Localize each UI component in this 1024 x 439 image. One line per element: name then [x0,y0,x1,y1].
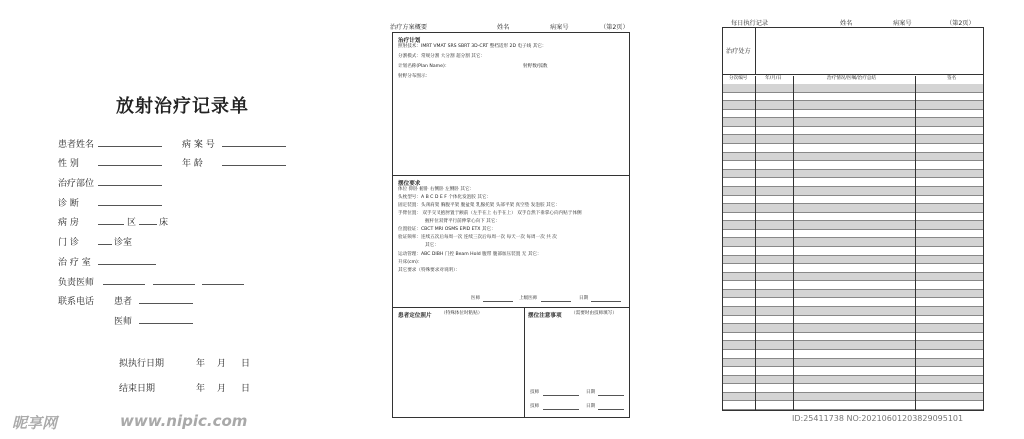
label-end-year: 年 [196,384,206,394]
label-age: 年 龄 [182,159,203,169]
table-row[interactable] [723,230,983,239]
pos-line-9: 运动管理：ABC DIBH 门控 Beam Hold 腹带 腹部加压装置 无 其它： [398,252,542,257]
table-row[interactable] [723,333,983,342]
col-sign: 签名 [947,76,957,81]
table-row[interactable] [723,221,983,230]
sign-tech-2: 技师 [530,404,540,409]
pos-line-1: 体位 仰卧 俯卧 右侧卧 左侧卧 其它： [398,187,475,192]
col-notes: 治疗情况/医嘱/治疗总结 [827,76,877,81]
label-contact: 联系电话 [58,297,95,307]
record-table-header [723,76,983,84]
label-clinic: 门 诊 [58,238,79,248]
label-planned-month: 月 [217,359,227,369]
divider-position [393,175,629,176]
col-line-3 [915,76,916,410]
table-row[interactable] [723,401,983,410]
label-contact-doctor: 医师 [114,317,133,327]
record-header-page: （第2页） [946,20,975,27]
pos-line-5: 握杆位双臂平行前伸掌心向下 其它： [425,219,500,224]
record-header-case: 病案号 [893,20,912,27]
sign-tech-1: 技师 [530,390,540,395]
field-clinic[interactable] [98,244,112,245]
watermark-url: www.nipic.com [120,412,248,430]
table-row[interactable] [723,144,983,153]
field-doctor-3[interactable] [202,284,244,285]
table-row[interactable] [723,161,983,170]
label-clinic-room: 诊室 [114,238,133,248]
field-doctor-2[interactable] [153,284,195,285]
col-date: 年/月/日 [765,76,782,81]
photo-note: （特殊体位时粘贴） [441,311,483,316]
sign-tech-1-line[interactable] [543,395,579,396]
rx-divider [755,28,756,74]
label-case-no: 病 案 号 [182,140,215,150]
table-row[interactable] [723,367,983,376]
table-row[interactable] [723,135,983,144]
record-table-body [723,84,983,410]
record-header-title: 每日执行记录 [731,20,769,27]
plan-header-title: 治疗方案概要 [390,24,428,31]
table-row[interactable] [723,101,983,110]
label-planned-year: 年 [196,359,206,369]
sign-date: 日期 [579,296,589,301]
table-row[interactable] [723,384,983,393]
table-row[interactable] [723,118,983,127]
notice-note: （需要时由技师填写） [571,311,617,316]
sign-physician: 医师 [471,296,481,301]
cover-title: 放射治疗记录单 [116,96,249,117]
sign-tech-2-line[interactable] [543,409,579,410]
field-site[interactable] [98,185,162,186]
plan-beam-diagram: 射野分布图示： [398,74,431,79]
rx-bottom [723,74,983,75]
label-gender: 性 别 [58,159,79,169]
sign-date-3: 日期 [586,404,596,409]
pos-line-2: 头枕型号：A B C D E F 个体化发泡胶 其它： [398,195,492,200]
table-row[interactable] [723,350,983,359]
plan-header-name: 姓名 [497,24,510,31]
sign-physician-line[interactable] [483,301,513,302]
photo-title: 患者定位照片 [398,313,432,319]
label-ward: 病 房 [58,218,79,228]
label-planned-day: 日 [241,359,251,369]
table-row[interactable] [723,93,983,102]
sign-senior-line[interactable] [541,301,571,302]
label-diagnosis: 诊 断 [58,199,79,209]
plan-name: 计划名称(Plan Name)： [398,64,450,69]
sign-date-line[interactable] [591,301,621,302]
section-positioning: 摆位要求 [398,181,421,187]
label-contact-patient: 患者 [114,297,133,307]
label-treat-room: 治 疗 室 [58,258,91,268]
pos-line-4: 手臂位置： 双手交叉抱肘置于额前（左手在上 右手在上） 双手自然下垂掌心向内贴于体侧 [398,211,582,216]
label-end-date: 结束日期 [119,384,156,394]
plan-header-page: （第2页） [600,24,629,31]
field-gender[interactable] [98,165,162,166]
table-row[interactable] [723,341,983,350]
pos-line-3: 固定装置：头颈肩架 胸腹平架 腹盆架 乳腺托架 头部平架 真空垫 发泡胶 其它： [398,203,560,208]
sign-date-2: 日期 [586,390,596,395]
label-end-day: 日 [241,384,251,394]
record-page [722,27,984,411]
field-patient-name[interactable] [98,146,162,147]
label-end-month: 月 [217,384,227,394]
divider-photo-notice [524,307,525,417]
label-planned-date: 拟执行日期 [119,359,165,369]
plan-technique: 照射技术：IMRT VMAT SRS SBRT 3D-CRT 整档适形 2D 电子线 其它： [398,44,547,49]
table-row[interactable] [723,204,983,213]
field-ward[interactable] [98,224,124,225]
label-patient-name: 患者姓名 [58,140,95,150]
label-ward-bed: 床 [159,218,169,228]
table-row[interactable] [723,153,983,162]
table-row[interactable] [723,187,983,196]
table-row[interactable] [723,264,983,273]
field-doctor-1[interactable] [103,284,145,285]
label-site: 治疗部位 [58,179,95,189]
table-row[interactable] [723,196,983,205]
table-row[interactable] [723,213,983,222]
field-treat-room[interactable] [98,264,156,265]
watermark-logo: 昵享网 [12,414,58,432]
table-row[interactable] [723,84,983,93]
table-row[interactable] [723,298,983,307]
sign-date-3-line[interactable] [598,409,624,410]
rx-label: 治疗处方 [726,48,751,55]
watermark-id: ID:25411738 NO:20210601203829095101 [792,414,964,423]
sign-senior: 上级医师 [519,296,538,301]
table-row[interactable] [723,324,983,333]
label-doctor: 负责医师 [58,278,95,288]
table-row[interactable] [723,316,983,325]
col-line-2 [793,76,794,410]
table-row[interactable] [723,393,983,402]
table-row[interactable] [723,170,983,179]
field-age[interactable] [222,165,286,166]
pos-line-8: 其它： [425,243,439,248]
plan-page [392,32,630,418]
table-row[interactable] [723,178,983,187]
table-row[interactable] [723,273,983,282]
pos-line-10: 升床(cm)： [398,260,423,265]
col-line-1 [755,76,756,410]
field-diagnosis[interactable] [98,205,162,206]
field-case-no[interactable] [222,146,286,147]
plan-header-case: 病案号 [550,24,569,31]
table-row[interactable] [723,281,983,290]
field-ward-bed[interactable] [139,224,157,225]
sign-date-2-line[interactable] [598,395,624,396]
table-row[interactable] [723,127,983,136]
divider-photo [393,307,629,308]
table-row[interactable] [723,376,983,385]
record-header-name: 姓名 [840,20,853,27]
table-row[interactable] [723,238,983,247]
label-ward-area: 区 [127,218,137,228]
table-row[interactable] [723,247,983,256]
table-row[interactable] [723,359,983,368]
col-fraction: 分次编号 [729,76,748,81]
section-treatment-plan: 治疗计划 [398,38,421,44]
field-contact-doctor[interactable] [139,323,193,324]
pos-line-11: 其它要求（特殊要求对说明）： [398,268,461,273]
notice-title: 摆位注意事项 [528,313,562,319]
table-row[interactable] [723,290,983,299]
table-row[interactable] [723,110,983,119]
pos-line-6: 位置验证：CBCT MRI OSMS EPID ETX 其它： [398,227,496,232]
plan-beams: 射野数/弧数 [523,64,548,69]
field-contact-patient[interactable] [139,303,193,304]
table-row[interactable] [723,307,983,316]
plan-fractionation: 分割模式：常规分割 大分割 超分割 其它： [398,54,486,59]
pos-line-7: 验证频率：连续五次后每周一次 连续三次后每周一次 每天一次 每周一次 共 次 [398,235,557,240]
table-row[interactable] [723,256,983,265]
